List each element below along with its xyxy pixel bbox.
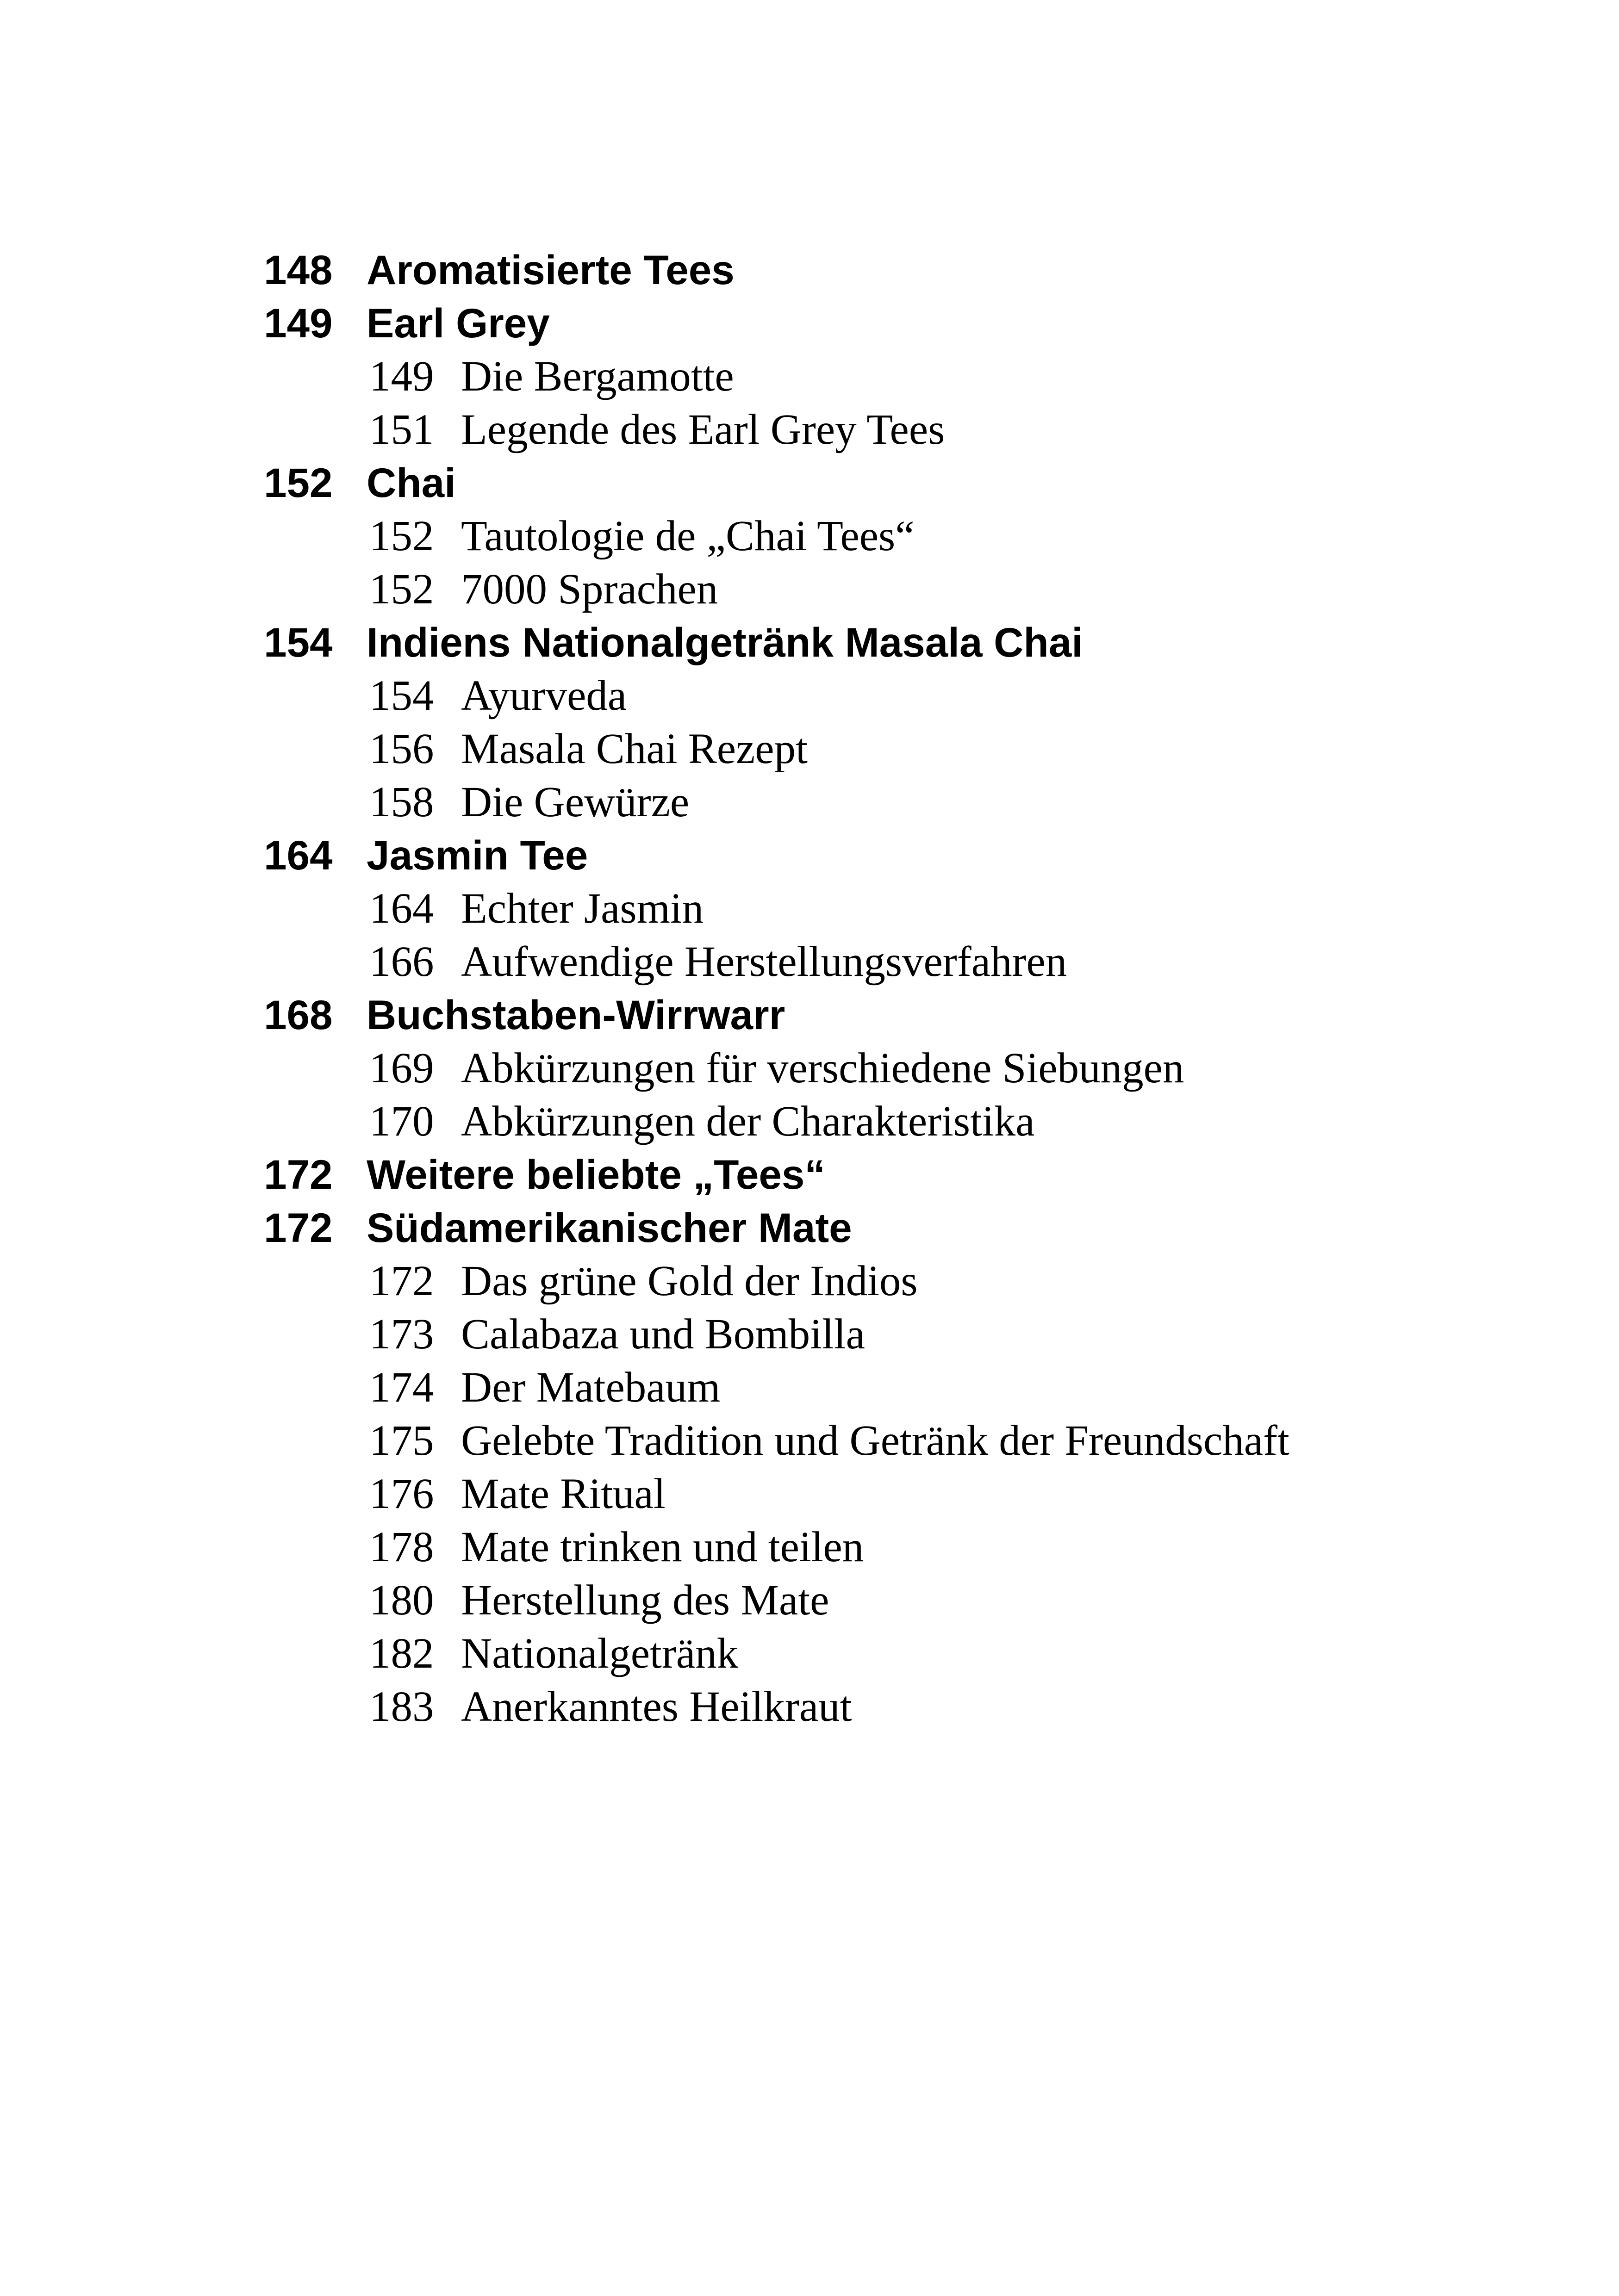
toc-entry-title: Earl Grey <box>367 300 550 346</box>
toc-section-entry <box>264 350 1588 403</box>
toc-section-entry <box>264 1254 1588 1308</box>
toc-entry-title: Calabaza und Bombilla <box>461 1310 865 1358</box>
toc-entry-title: Die Bergamotte <box>461 353 734 400</box>
toc-page-number: 166 <box>369 938 434 986</box>
toc-entry-title: Gelebte Tradition und Getränk der Freundschaft <box>461 1417 1289 1464</box>
toc-section-entry <box>264 1308 1588 1361</box>
toc-page-number: 183 <box>369 1683 434 1731</box>
toc-entry-title: Mate Ritual <box>461 1470 666 1518</box>
toc-page-number: 149 <box>264 300 333 346</box>
toc-section-entry <box>264 1627 1588 1680</box>
toc-chapter-entry <box>264 297 1588 350</box>
toc-page-number: 182 <box>369 1630 434 1677</box>
toc-page-number: 172 <box>264 1151 333 1198</box>
toc-section-entry <box>264 1095 1588 1148</box>
toc-page-number: 180 <box>369 1576 434 1624</box>
toc-entry-title: 7000 Sprachen <box>461 565 718 613</box>
toc-chapter-entry <box>264 1148 1588 1201</box>
toc-section-entry <box>264 1680 1588 1733</box>
toc-page-number: 176 <box>369 1470 434 1518</box>
toc-entry-title: Aromatisierte Tees <box>367 247 735 293</box>
toc-entry-title: Chai <box>367 459 456 506</box>
toc-page-number: 149 <box>369 353 434 400</box>
toc-chapter-entry <box>264 616 1588 669</box>
toc-entry-title: Tautologie de „Chai Tees“ <box>461 512 915 560</box>
toc-section-entry <box>264 403 1588 456</box>
toc-page-number: 173 <box>369 1310 434 1358</box>
toc-page-number: 154 <box>264 619 333 665</box>
toc-page-number: 169 <box>369 1044 434 1092</box>
toc-entry-title: Indiens Nationalgetränk Masala Chai <box>367 619 1083 665</box>
toc-page-number: 151 <box>369 406 434 453</box>
toc-page-number: 174 <box>369 1364 434 1411</box>
toc-entry-title: Masala Chai Rezept <box>461 725 808 773</box>
toc-section-entry <box>264 1520 1588 1574</box>
toc-page-number: 178 <box>369 1523 434 1571</box>
toc-section-entry <box>264 669 1588 722</box>
toc-section-entry <box>264 722 1588 776</box>
toc-page-number: 164 <box>264 832 333 878</box>
toc-page-number: 164 <box>369 885 434 932</box>
toc-entry-title: Abkürzungen für verschiedene Siebungen <box>461 1044 1184 1092</box>
toc-entry-title: Südamerikanischer Mate <box>367 1204 852 1251</box>
toc-section-entry <box>264 1361 1588 1414</box>
toc-section-entry <box>264 563 1588 616</box>
toc-entry-title: Herstellung des Mate <box>461 1576 829 1624</box>
toc-chapter-entry <box>264 829 1588 882</box>
table-of-contents <box>264 243 1588 1733</box>
toc-page-number: 152 <box>369 565 434 613</box>
toc-section-entry <box>264 1467 1588 1520</box>
toc-page-number: 152 <box>369 512 434 560</box>
toc-entry-title: Nationalgetränk <box>461 1630 739 1677</box>
toc-page-number: 172 <box>369 1257 434 1305</box>
toc-entry-title: Die Gewürze <box>461 778 690 826</box>
toc-entry-title: Der Matebaum <box>461 1364 721 1411</box>
toc-entry-title: Das grüne Gold der Indios <box>461 1257 918 1305</box>
toc-page-number: 152 <box>264 459 333 506</box>
toc-entry-title: Weitere beliebte „Tees“ <box>367 1151 825 1198</box>
toc-chapter-entry <box>264 988 1588 1042</box>
toc-section-entry <box>264 935 1588 988</box>
toc-entry-title: Legende des Earl Grey Tees <box>461 406 945 453</box>
toc-page-number: 170 <box>369 1098 434 1145</box>
toc-page-number: 158 <box>369 778 434 826</box>
toc-section-entry <box>264 509 1588 563</box>
toc-section-entry <box>264 776 1588 829</box>
toc-entry-title: Echter Jasmin <box>461 885 704 932</box>
toc-entry-title: Aufwendige Herstellungsverfahren <box>461 938 1067 986</box>
toc-page-number: 154 <box>369 672 434 720</box>
toc-entry-title: Jasmin Tee <box>367 832 588 878</box>
toc-entry-title: Mate trinken und teilen <box>461 1523 864 1571</box>
toc-chapter-entry <box>264 1201 1588 1254</box>
toc-page-number: 172 <box>264 1204 333 1251</box>
toc-page-number: 175 <box>369 1417 434 1464</box>
toc-entry-title: Anerkanntes Heilkraut <box>461 1683 852 1731</box>
toc-section-entry <box>264 1574 1588 1627</box>
toc-page-number: 148 <box>264 247 333 293</box>
toc-section-entry <box>264 1414 1588 1467</box>
toc-entry-title: Ayurveda <box>461 672 627 720</box>
toc-chapter-entry <box>264 243 1588 297</box>
toc-section-entry <box>264 1042 1588 1095</box>
toc-page-number: 156 <box>369 725 434 773</box>
toc-chapter-entry <box>264 456 1588 509</box>
toc-section-entry <box>264 882 1588 935</box>
toc-page-number: 168 <box>264 992 333 1038</box>
toc-entry-title: Abkürzungen der Charakteristika <box>461 1098 1035 1145</box>
toc-entry-title: Buchstaben-Wirrwarr <box>367 992 785 1038</box>
